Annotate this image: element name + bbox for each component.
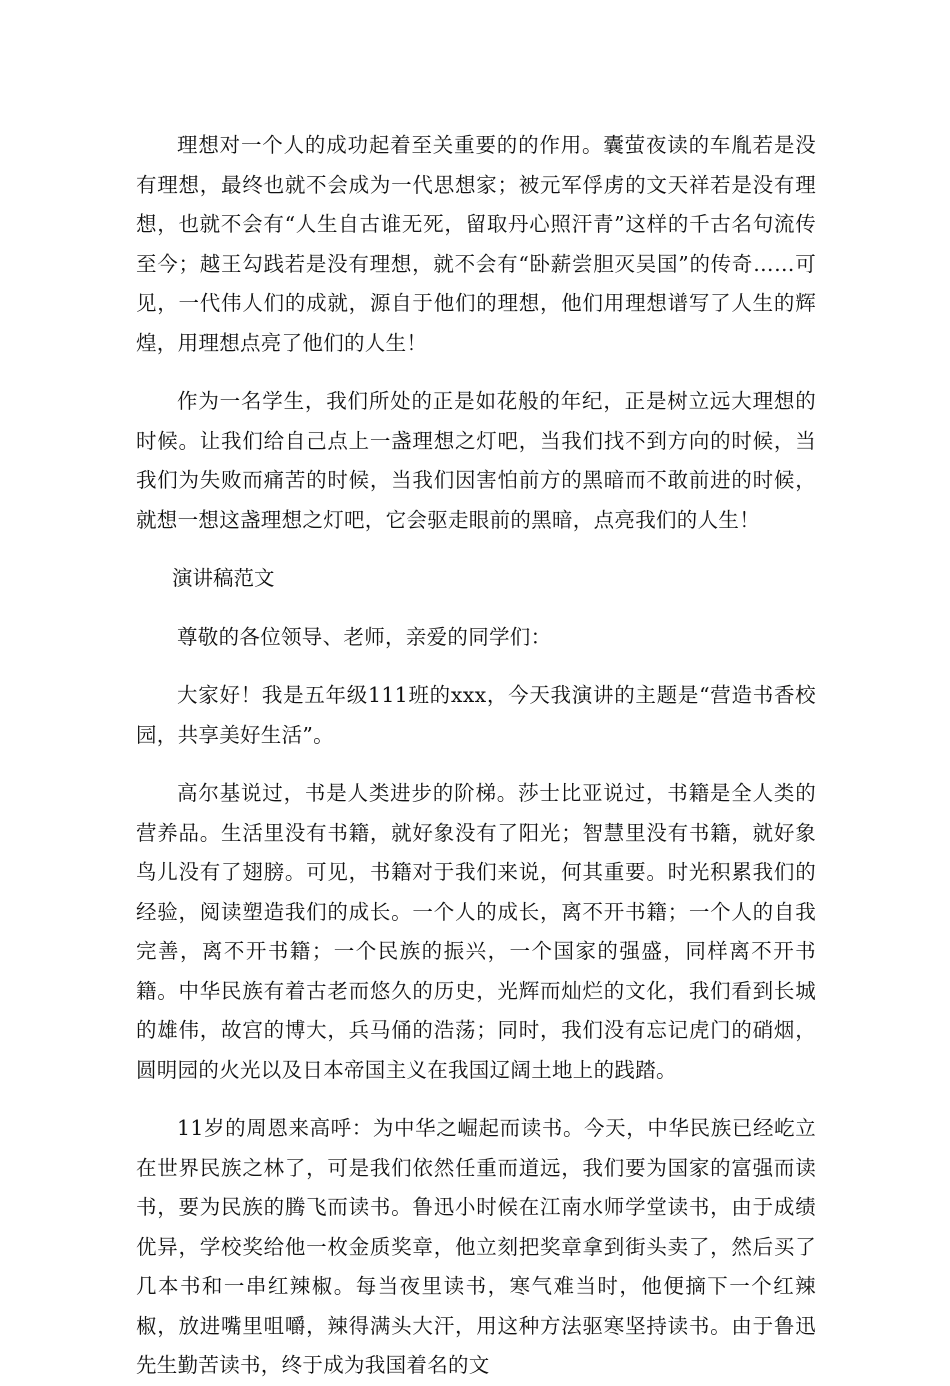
paragraph-student: 作为一名学生，我们所处的正是如花般的年纪，正是树立远大理想的时候。让我们给自己点上一盏理想之灯吧，当我们找不到方向的时候，当我们为失败而痛苦的时候，当我们因害怕前方的黑暗而不敢前进的时候，就想一想这盏理想之灯吧，它会驱走眼前的黑暗，点亮我们的人生！ — [136, 389, 816, 532]
paragraph-ideal: 理想对一个人的成功起着至关重要的的作用。囊萤夜读的车胤若是没有理想，最终也就不会成为一代思想家；被元军俘虏的文天祥若是没有理想，也就不会有“人生自古谁无死，留取丹心照汗青”这样的千古名句流传至今；越王勾践若是没有理想，就不会有“卧薪尝胆灭吴国”的传奇……可见，一代伟人们的成就，源自于他们的理想，他们用理想谱写了人生的辉煌，用理想点亮了他们的人生！ — [136, 133, 816, 355]
speech-greeting: 大家好！我是五年级111班的xxx，今天我演讲的主题是“营造书香校园，共享美好生活”。 — [136, 683, 816, 747]
speech-paragraph-books: 高尔基说过，书是人类进步的阶梯。莎士比亚说过，书籍是全人类的营养品。生活里没有书籍，就好象没有了阳光；智慧里没有书籍，就好象鸟儿没有了翅膀。可见，书籍对于我们来说，何其重要。时光积累我们的经验，阅读塑造我们的成长。一个人的成长，离不开书籍；一个人的自我完善，离不开书籍；一个民族的振兴，一个国家的强盛，同样离不开书籍。中华民族有着古老而悠久的历史，光辉而灿烂的文化，我们看到长城的雄伟，故宫的博大，兵马俑的浩荡；同时，我们没有忘记虎门的硝烟，圆明园的火光以及日本帝国主义在我国辽阔土地上的践踏。 — [136, 781, 816, 1082]
document-body — [136, 126, 816, 1386]
section-title: 演讲稿范文 — [172, 566, 275, 590]
speech-salutation: 尊敬的各位领导、老师，亲爱的同学们： — [177, 624, 552, 649]
speech-paragraph-reading: 11岁的周恩来高呼：为中华之崛起而读书。今天，中华民族已经屹立在世界民族之林了，可是我们依然任重而道远，我们要为国家的富强而读书，要为民族的腾飞而读书。鲁迅小时候在江南水师学堂读书，由于成绩优异，学校奖给他一枚金质奖章，他立刻把奖章拿到街头卖了，然后买了几本书和一串红辣椒。每当夜里读书，寒气难当时，他便摘下一个红辣椒，放进嘴里咀嚼，辣得满头大汗，用这种方法驱寒坚持读书。由于鲁迅先生勤苦读书，终于成为我国着名的文 — [136, 1116, 816, 1377]
